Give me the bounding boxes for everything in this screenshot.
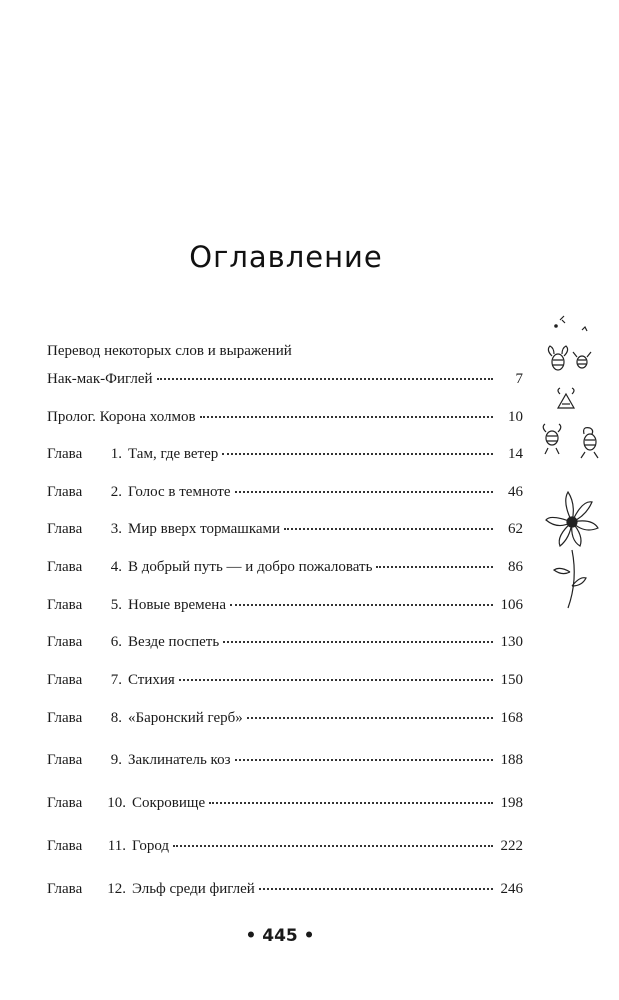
chapter-prefix: Глава [47, 795, 83, 811]
chapter-number: 6. [110, 634, 122, 650]
toc-entry-prologue[interactable] [47, 409, 523, 431]
leader-dots [284, 528, 493, 530]
toc-page-number: 246 [500, 881, 523, 897]
leader-dots [376, 566, 493, 568]
toc-entry-title: В добрый путь — и добро пожаловать [128, 559, 373, 575]
chapter-number: 5. [110, 597, 122, 613]
toc-entry-chapter-7[interactable] [47, 672, 523, 694]
toc-entry-title: Там, где ветер [128, 446, 219, 462]
leader-dots [209, 802, 493, 804]
chapter-number: 3. [110, 521, 122, 537]
leader-dots [230, 604, 493, 606]
toc-page-number: 130 [500, 634, 523, 650]
toc-page-number: 168 [500, 710, 523, 726]
toc-entry-title: Сокровище [132, 795, 206, 811]
toc-entry-title: «Баронский герб» [128, 710, 243, 726]
leader-dots [235, 491, 493, 493]
chapter-number: 2. [110, 484, 122, 500]
chapter-prefix: Глава [47, 559, 83, 575]
toc-page-number: 150 [500, 672, 523, 688]
leader-dots [259, 888, 493, 890]
chapter-prefix: Глава [47, 710, 83, 726]
chapter-number: 9. [110, 752, 122, 768]
chapter-number: 4. [110, 559, 122, 575]
toc-page-number: 222 [500, 838, 523, 854]
toc-entry-chapter-3[interactable] [47, 521, 523, 543]
toc-page-number: 7 [515, 371, 523, 387]
toc-page-number: 106 [500, 597, 523, 613]
toc-entry-title: Стихия [128, 672, 175, 688]
leader-dots [200, 416, 493, 418]
toc-entry-title: Мир вверх тормашками [128, 521, 281, 537]
toc-entry-title: Голос в темноте [128, 484, 231, 500]
toc-entry-chapter-2[interactable] [47, 484, 523, 506]
toc-page-number: 10 [508, 409, 523, 425]
flower-with-bees-icon [538, 310, 608, 610]
leader-dots [179, 679, 493, 681]
chapter-number: 7. [110, 672, 122, 688]
toc-entry-title: Везде поспеть [128, 634, 220, 650]
chapter-prefix: Глава [47, 672, 83, 688]
toc-entry-intro[interactable] [47, 371, 523, 393]
toc-entry-title: Новые времена [128, 597, 226, 613]
page-number: • 445 • [245, 926, 315, 946]
chapter-prefix: Глава [47, 838, 83, 854]
toc-entry-title: Пролог. Корона холмов [47, 409, 196, 425]
chapter-number: 1. [110, 446, 122, 462]
page-title: Оглавление [189, 240, 383, 274]
toc-entry-title: Город [132, 838, 170, 854]
toc-entry-chapter-1[interactable] [47, 446, 523, 468]
leader-dots [173, 845, 493, 847]
leader-dots [247, 717, 493, 719]
toc-entry-chapter-8[interactable] [47, 710, 523, 732]
toc-entry-chapter-6[interactable] [47, 634, 523, 656]
chapter-number: 8. [110, 710, 122, 726]
chapter-number: 12. [107, 881, 126, 897]
toc-entry-title: Нак-мак-Фиглей [47, 371, 153, 387]
toc-entry-chapter-9[interactable] [47, 752, 523, 774]
toc-entry-chapter-11[interactable] [47, 838, 523, 860]
leader-dots [223, 641, 493, 643]
toc-entry-chapter-10[interactable] [47, 795, 523, 817]
toc-entry-chapter-5[interactable] [47, 597, 523, 619]
toc-page-number: 86 [508, 559, 523, 575]
chapter-prefix: Глава [47, 484, 83, 500]
toc-page-number: 188 [500, 752, 523, 768]
chapter-prefix: Глава [47, 446, 83, 462]
toc-entry-title: Эльф среди фиглей [132, 881, 255, 897]
toc-entry-intro-line1: Перевод некоторых слов и выражений [47, 343, 292, 359]
leader-dots [222, 453, 493, 455]
chapter-prefix: Глава [47, 597, 83, 613]
chapter-prefix: Глава [47, 521, 83, 537]
chapter-prefix: Глава [47, 881, 83, 897]
toc-page-number: 62 [508, 521, 523, 537]
leader-dots [235, 759, 493, 761]
toc-entry-chapter-4[interactable] [47, 559, 523, 581]
toc-page-number: 198 [500, 795, 523, 811]
chapter-prefix: Глава [47, 634, 83, 650]
toc-entry-title: Заклинатель коз [128, 752, 231, 768]
chapter-prefix: Глава [47, 752, 83, 768]
toc-page-number: 46 [508, 484, 523, 500]
chapter-number: 10. [107, 795, 126, 811]
toc-entry-chapter-12[interactable] [47, 881, 523, 903]
toc-page-number: 14 [508, 446, 523, 462]
leader-dots [157, 378, 493, 380]
chapter-number: 11. [107, 838, 126, 854]
